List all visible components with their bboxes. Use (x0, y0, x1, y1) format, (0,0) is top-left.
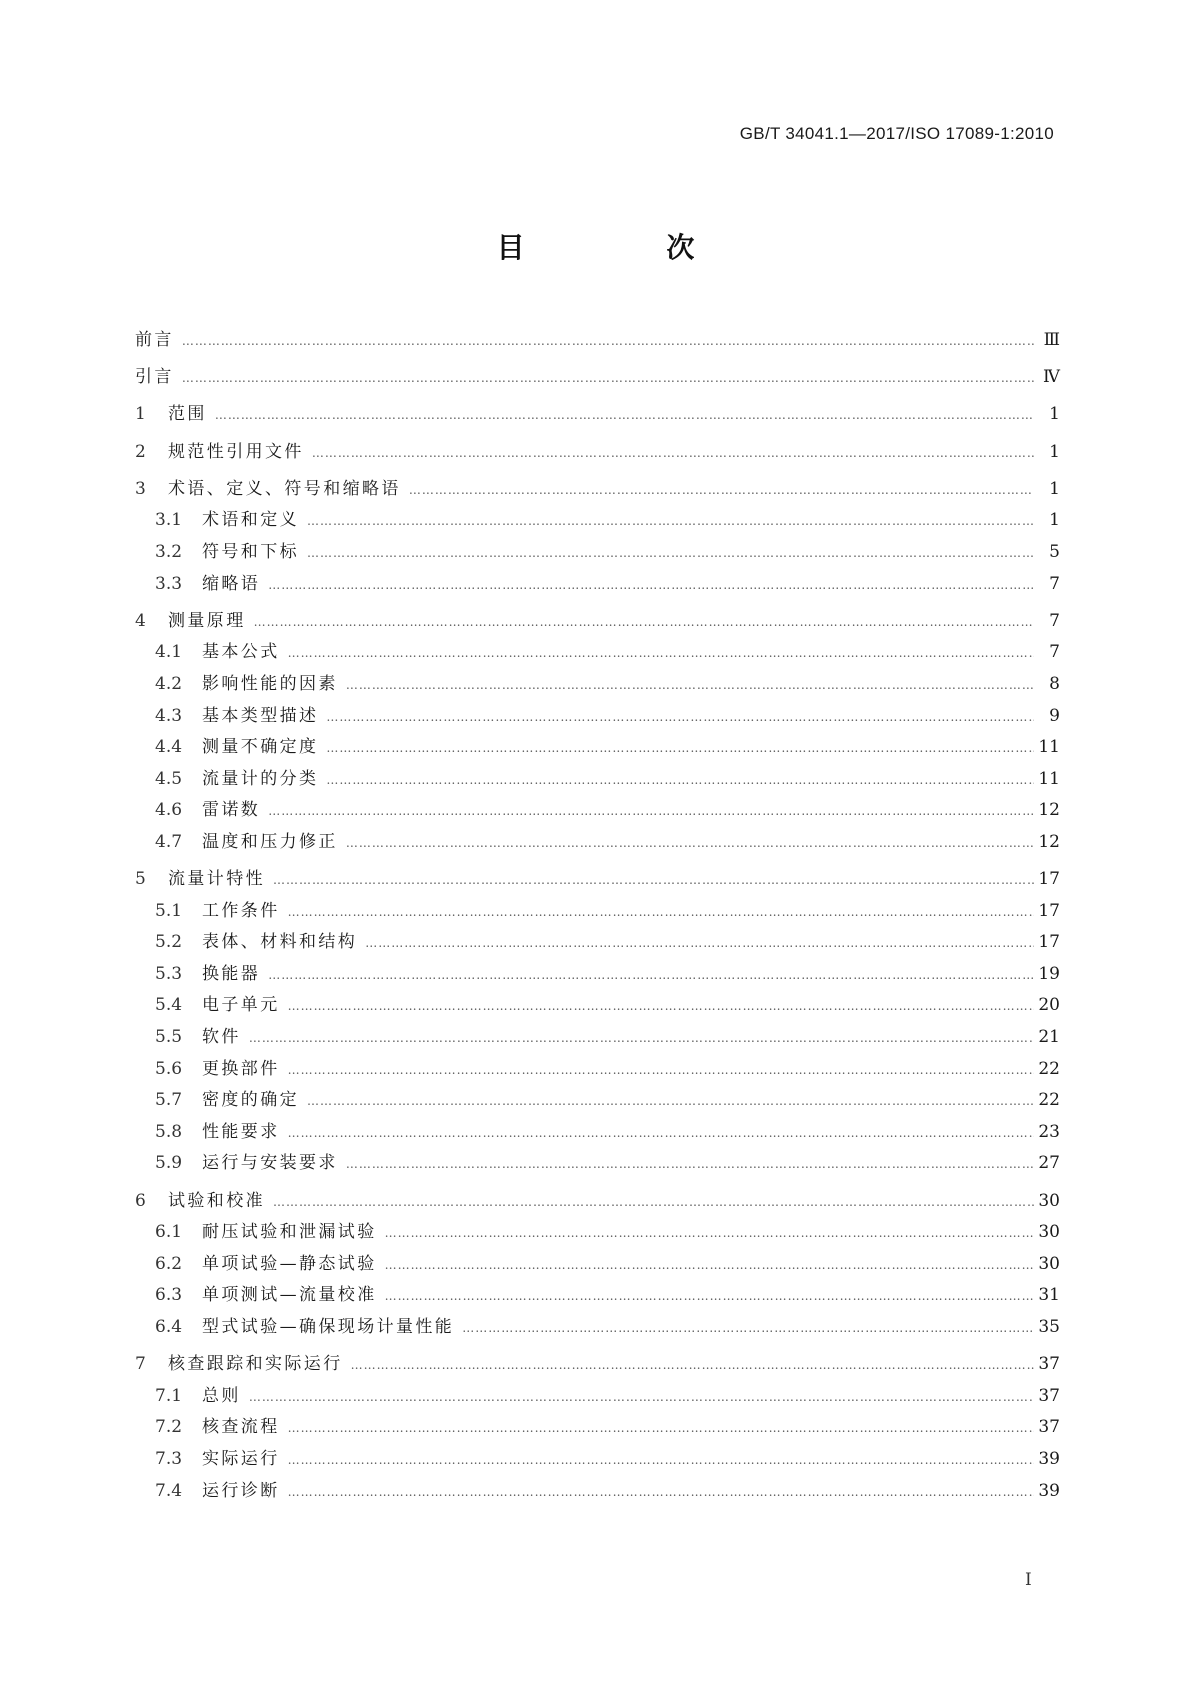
toc-entry-page: 30 (1038, 1222, 1060, 1243)
toc-entry-page: 1 (1049, 510, 1060, 531)
toc-dot-leader (307, 1086, 1034, 1118)
toc-dot-leader (249, 1023, 1034, 1055)
toc-entry[interactable] (135, 437, 1060, 469)
toc-entry-number: 5.5 (155, 1027, 183, 1048)
toc-dot-leader (273, 865, 1034, 897)
toc-dot-leader (254, 607, 1034, 639)
toc-entry-title: 影响性能的因素 (202, 673, 338, 694)
standard-code: GB/T 34041.1—2017/ISO 17089-1:2010 (739, 124, 1054, 143)
toc-entry-number: 1 (135, 404, 146, 425)
toc-entry-title: 电子单元 (202, 995, 280, 1016)
toc-entry-page: 17 (1038, 869, 1060, 890)
toc-dot-leader (409, 475, 1034, 507)
toc-entry-title: 流量计特性 (168, 869, 265, 890)
toc-dot-leader (273, 1187, 1034, 1219)
toc-entry-page: 11 (1038, 768, 1060, 789)
toc-entry-page: 12 (1038, 831, 1060, 852)
toc-entry[interactable] (135, 537, 1060, 569)
toc-entry-page: 7 (1049, 642, 1060, 663)
toc-entry-page: 1 (1049, 441, 1060, 462)
page-title: 目 次 (496, 231, 761, 264)
toc-entry[interactable] (135, 1280, 1060, 1312)
toc-entry[interactable] (135, 1476, 1060, 1508)
toc-entry-title: 表体、材料和结构 (202, 932, 358, 953)
toc-entry[interactable] (135, 764, 1060, 796)
toc-entry[interactable] (135, 959, 1060, 991)
toc-entry[interactable] (135, 1217, 1060, 1249)
toc-entry-title: 范围 (168, 404, 207, 425)
toc-entry-page: 19 (1038, 963, 1060, 984)
toc-entry-number: 5.7 (155, 1090, 183, 1111)
toc-entry[interactable] (135, 827, 1060, 859)
toc-entry-number: 7.4 (155, 1480, 183, 1501)
toc-dot-leader (346, 670, 1034, 702)
toc-entry-page: 11 (1038, 737, 1060, 758)
toc-dot-leader (268, 796, 1034, 828)
toc-entry-title: 更换部件 (202, 1058, 280, 1079)
toc-entry[interactable] (135, 896, 1060, 928)
toc-entry-page: 12 (1038, 800, 1060, 821)
toc-entry-page: 1 (1049, 404, 1060, 425)
toc-entry-title: 性能要求 (202, 1121, 280, 1142)
toc-entry-page: 22 (1038, 1090, 1060, 1111)
toc-dot-leader (288, 991, 1034, 1023)
toc-entry-title: 型式试验—确保现场计量性能 (202, 1316, 455, 1337)
page-number: I (1025, 1570, 1032, 1590)
toc-entry[interactable] (135, 701, 1060, 733)
toc-entry[interactable] (135, 795, 1060, 827)
toc-entry-page: 9 (1049, 705, 1060, 726)
toc-entry[interactable] (135, 1312, 1060, 1344)
toc-entry-number: 5.6 (155, 1058, 183, 1079)
toc-entry-page: 35 (1038, 1316, 1060, 1337)
toc-entry-page: 23 (1038, 1121, 1060, 1142)
toc-entry-number: 2 (135, 441, 146, 462)
toc-entry-title: 流量计的分类 (202, 768, 319, 789)
toc-entry-page: 8 (1049, 673, 1060, 694)
toc-entry-number: 7.1 (155, 1385, 183, 1406)
toc-dot-leader (462, 1313, 1034, 1345)
toc-entry-number: 5 (135, 869, 146, 890)
toc-dot-leader (288, 1118, 1034, 1150)
toc-entry-title: 试验和校准 (168, 1190, 265, 1211)
toc-entry-page: 22 (1038, 1058, 1060, 1079)
toc-entry[interactable] (135, 325, 1060, 357)
toc-entry-number: 6.4 (155, 1316, 183, 1337)
toc-entry[interactable] (135, 927, 1060, 959)
toc-entry-number: 4.5 (155, 768, 183, 789)
toc-entry-page: 1 (1049, 478, 1060, 499)
toc-entry[interactable] (135, 864, 1060, 896)
toc-entry[interactable] (135, 569, 1060, 601)
toc-entry-title: 规范性引用文件 (168, 441, 304, 462)
toc-entry-page: Ⅳ (1043, 367, 1060, 388)
toc-dot-leader (326, 733, 1034, 765)
toc-entry[interactable] (135, 399, 1060, 431)
toc-entry-title: 基本类型描述 (202, 705, 319, 726)
toc-entry-number: 7.3 (155, 1448, 183, 1469)
toc-dot-leader (307, 538, 1034, 570)
toc-entry-number: 4.1 (155, 642, 183, 663)
toc-entry[interactable] (135, 1148, 1060, 1180)
toc-entry-title: 软件 (202, 1027, 241, 1048)
toc-entry[interactable] (135, 362, 1060, 394)
toc-entry-title: 实际运行 (202, 1448, 280, 1469)
toc-entry-page: 7 (1049, 573, 1060, 594)
toc-entry-title: 耐压试验和泄漏试验 (202, 1222, 377, 1243)
toc-entry-page: 30 (1038, 1190, 1060, 1211)
toc-entry[interactable] (135, 1349, 1060, 1381)
toc-entry-title: 运行诊断 (202, 1480, 280, 1501)
toc-entry-page: Ⅲ (1043, 330, 1060, 350)
toc-entry-page: 17 (1038, 932, 1060, 953)
toc-entry-number: 3 (135, 478, 146, 499)
toc-entry-number: 4.6 (155, 800, 183, 821)
toc-entry-page: 39 (1038, 1448, 1060, 1469)
toc-entry[interactable] (135, 1085, 1060, 1117)
toc-entry-page: 37 (1038, 1354, 1060, 1375)
toc-entry-number: 4 (135, 610, 146, 631)
toc-entry-title: 雷诺数 (202, 800, 261, 821)
toc-entry[interactable] (135, 1054, 1060, 1086)
toc-entry-page: 39 (1038, 1480, 1060, 1501)
toc-dot-leader (365, 928, 1034, 960)
toc-entry-title: 单项试验—静态试验 (202, 1253, 377, 1274)
toc-entry[interactable] (135, 1249, 1060, 1281)
toc-entry-title: 换能器 (202, 963, 261, 984)
toc-dot-leader (351, 1350, 1034, 1382)
toc-entry-title: 测量不确定度 (202, 737, 319, 758)
toc-entry-title: 符号和下标 (202, 541, 299, 562)
toc-entry-title: 工作条件 (202, 900, 280, 921)
toc-dot-leader (268, 960, 1034, 992)
toc-dot-leader (385, 1281, 1034, 1313)
toc-entry-title: 术语、定义、符号和缩略语 (168, 478, 401, 499)
toc-entry-number: 4.7 (155, 831, 183, 852)
toc-dot-leader (385, 1218, 1034, 1250)
toc-dot-leader (182, 363, 1034, 395)
toc-dot-leader (288, 638, 1034, 670)
toc-dot-leader (326, 765, 1034, 797)
toc-entry[interactable] (135, 1186, 1060, 1218)
toc-entry-number: 3.1 (155, 510, 183, 531)
toc-entry-page: 27 (1038, 1153, 1060, 1174)
toc-entry-title: 单项测试—流量校准 (202, 1285, 377, 1306)
toc-entry-page: 5 (1049, 541, 1060, 562)
toc-entry[interactable] (135, 669, 1060, 701)
toc-dot-leader (268, 570, 1034, 602)
toc-dot-leader (288, 1445, 1034, 1477)
toc-entry[interactable] (135, 637, 1060, 669)
toc-dot-leader (307, 506, 1034, 538)
toc-entry-page: 20 (1038, 995, 1060, 1016)
toc-entry-number: 4.2 (155, 673, 183, 694)
toc-entry-title: 总则 (202, 1385, 241, 1406)
toc-entry-number: 4.4 (155, 737, 183, 758)
toc-entry-title: 引言 (135, 367, 174, 388)
toc-dot-leader (215, 400, 1034, 432)
toc-entry-number: 6.2 (155, 1253, 183, 1274)
toc-entry-title: 测量原理 (168, 610, 246, 631)
toc-entry-page: 37 (1038, 1417, 1060, 1438)
toc-dot-leader (326, 702, 1034, 734)
toc-entry-number: 3.2 (155, 541, 183, 562)
toc-dot-leader (288, 1413, 1034, 1445)
toc-entry-number: 7.2 (155, 1417, 183, 1438)
toc-entry-number: 3.3 (155, 573, 183, 594)
toc-dot-leader (288, 1477, 1034, 1509)
toc-entry-page: 17 (1038, 900, 1060, 921)
toc-dot-leader (249, 1382, 1034, 1414)
toc-entry[interactable] (135, 1022, 1060, 1054)
toc-entry-title: 前言 (135, 330, 174, 350)
toc-entry-number: 6 (135, 1190, 146, 1211)
toc-entry[interactable] (135, 732, 1060, 764)
toc-entry-title: 缩略语 (202, 573, 261, 594)
toc-entry[interactable] (135, 505, 1060, 537)
toc-entry-number: 6.1 (155, 1222, 183, 1243)
toc-entry-number: 5.1 (155, 900, 183, 921)
toc-entry-page: 31 (1038, 1285, 1060, 1306)
toc-entry-title: 基本公式 (202, 642, 280, 663)
toc-entry-title: 核查流程 (202, 1417, 280, 1438)
toc-entry-number: 5.3 (155, 963, 183, 984)
toc-entry[interactable] (135, 1117, 1060, 1149)
toc-entry-title: 核查跟踪和实际运行 (168, 1354, 343, 1375)
toc-entry-number: 6.3 (155, 1285, 183, 1306)
toc-dot-leader (312, 438, 1034, 470)
toc-dot-leader (346, 1149, 1034, 1181)
toc-entry-number: 5.2 (155, 932, 183, 953)
toc-entry-title: 术语和定义 (202, 510, 299, 531)
toc-entry-page: 7 (1049, 610, 1060, 631)
toc-entry-title: 运行与安装要求 (202, 1153, 338, 1174)
toc-dot-leader (288, 897, 1034, 929)
toc-entry[interactable] (135, 1444, 1060, 1476)
toc-entry[interactable] (135, 474, 1060, 506)
toc-entry-title: 温度和压力修正 (202, 831, 338, 852)
toc-dot-leader (346, 828, 1034, 860)
toc-entry-title: 密度的确定 (202, 1090, 299, 1111)
toc-entry-page: 21 (1038, 1027, 1060, 1048)
toc-dot-leader (385, 1250, 1034, 1282)
toc-dot-leader (288, 1055, 1034, 1087)
toc-entry[interactable] (135, 1381, 1060, 1413)
toc-entry-page: 37 (1038, 1385, 1060, 1406)
toc-entry[interactable] (135, 1412, 1060, 1444)
table-of-contents (135, 325, 1060, 1507)
toc-entry[interactable] (135, 990, 1060, 1022)
toc-entry-number: 5.8 (155, 1121, 183, 1142)
toc-entry-number: 7 (135, 1354, 146, 1375)
toc-entry-page: 30 (1038, 1253, 1060, 1274)
toc-entry-number: 5.9 (155, 1153, 183, 1174)
toc-entry-number: 5.4 (155, 995, 183, 1016)
toc-entry-number: 4.3 (155, 705, 183, 726)
toc-entry[interactable] (135, 606, 1060, 638)
toc-dot-leader (182, 326, 1034, 358)
